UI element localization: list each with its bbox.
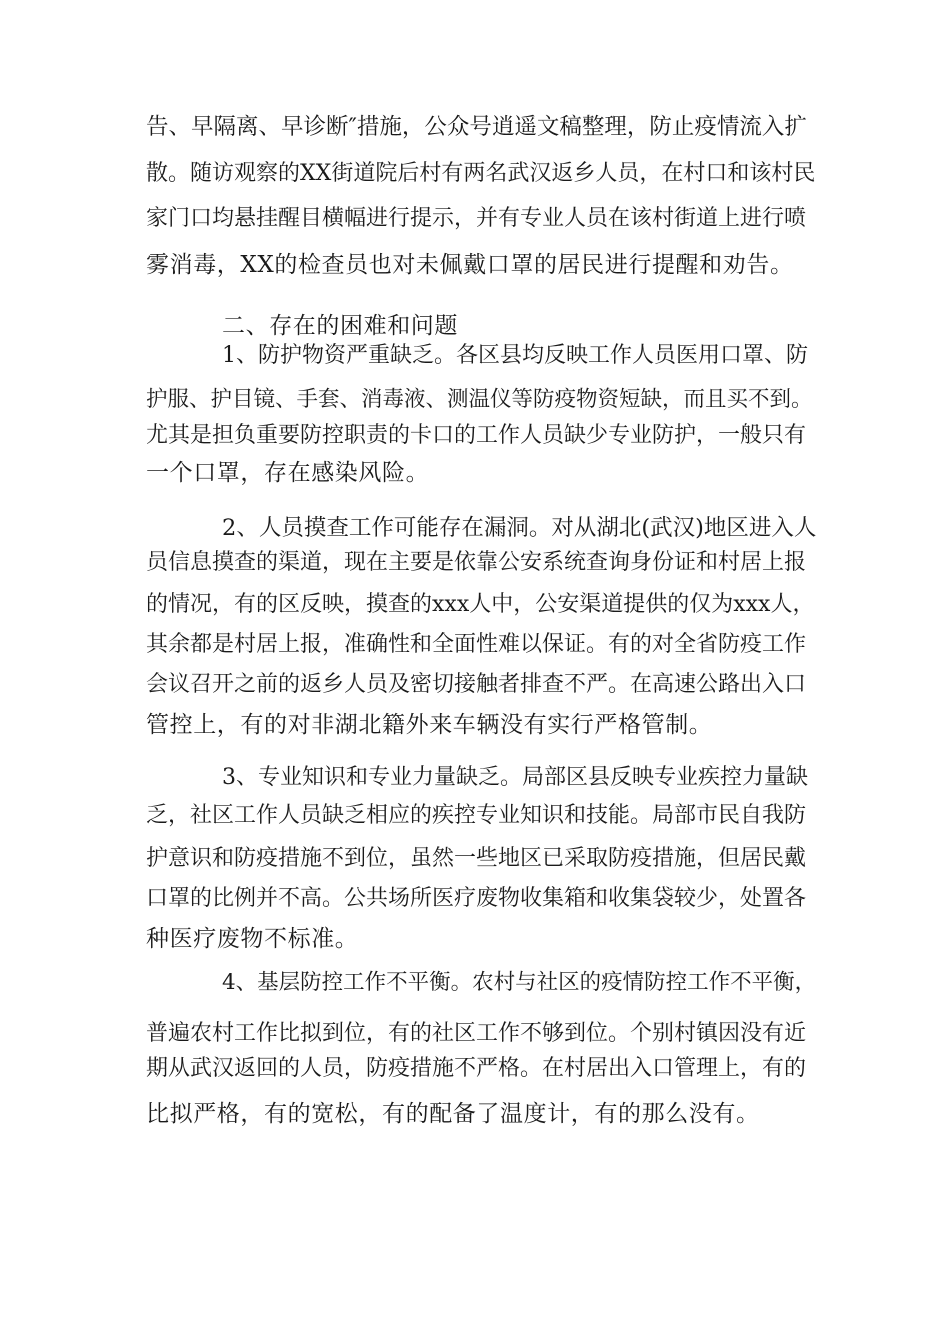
paragraph-line: 1、防护物资严重缺乏。各区县均反映工作人员医用口罩、防 (222, 343, 808, 368)
paragraph-line: 普遍农村工作比拟到位，有的社区工作不够到位。个别村镇因没有近 (146, 1021, 807, 1046)
paragraph-line: 护意识和防疫措施不到位，虽然一些地区已采取防疫措施，但居民戴 (146, 846, 807, 871)
paragraph-line: 散。随访观察的XX街道院后村有两名武汉返乡人员，在村口和该村民 (146, 161, 816, 186)
paragraph-line: 护服、护目镜、手套、消毒液、测温仪等防疫物资短缺，而且买不到。 (146, 387, 813, 412)
paragraph-line: 一个口罩，存在感染风险。 (146, 460, 430, 486)
paragraph-line: 2、人员摸查工作可能存在漏洞。对从湖北(武汉)地区进入人 (222, 515, 817, 541)
paragraph-line: 员信息摸查的渠道，现在主要是依靠公安系统查询身份证和村居上报 (146, 550, 807, 575)
paragraph-line: 4、基层防控工作不平衡。农村与社区的疫情防控工作不平衡， (222, 970, 817, 995)
paragraph-line: 其余都是村居上报，准确性和全面性难以保证。有的对全省防疫工作 (146, 632, 807, 657)
paragraph-line: 期从武汉返回的人员，防疫措施不严格。在村居出入口管理上，有的 (146, 1056, 807, 1081)
paragraph-line: 会议召开之前的返乡人员及密切接触者排查不严。在高速公路出入口 (146, 672, 807, 697)
paragraph-line: 乏，社区工作人员缺乏相应的疾控专业知识和技能。局部市民自我防 (146, 803, 807, 828)
paragraph-line: 种医疗废物不标准。 (146, 926, 359, 952)
paragraph-line: 告、早隔离、早诊断″措施，公众号逍遥文稿整理，防止疫情流入扩 (146, 114, 807, 140)
paragraph-line: 家门口均悬挂醒目横幅进行提示，并有专业人员在该村街道上进行喷 (146, 206, 807, 231)
paragraph-line: 3、专业知识和专业力量缺乏。局部区县反映专业疾控力量缺 (222, 765, 808, 790)
paragraph-line: 管控上，有的对非湖北籍外来车辆没有实行严格管制。 (146, 712, 713, 738)
section-heading: 二、存在的困难和问题 (222, 313, 458, 339)
paragraph-line: 的情况，有的区反映，摸查的xxx人中，公安渠道提供的仅为xxx人， (146, 592, 815, 617)
paragraph-line: 尤其是担负重要防控职责的卡口的工作人员缺少专业防护，一般只有 (146, 423, 807, 448)
paragraph-line: 雾消毒，XX的检查员也对未佩戴口罩的居民进行提醒和劝告。 (146, 252, 794, 278)
paragraph-line: 口罩的比例并不高。公共场所医疗废物收集箱和收集袋较少，处置各 (146, 886, 807, 911)
paragraph-line: 比拟严格，有的宽松，有的配备了温度计，有的那么没有。 (146, 1101, 760, 1127)
